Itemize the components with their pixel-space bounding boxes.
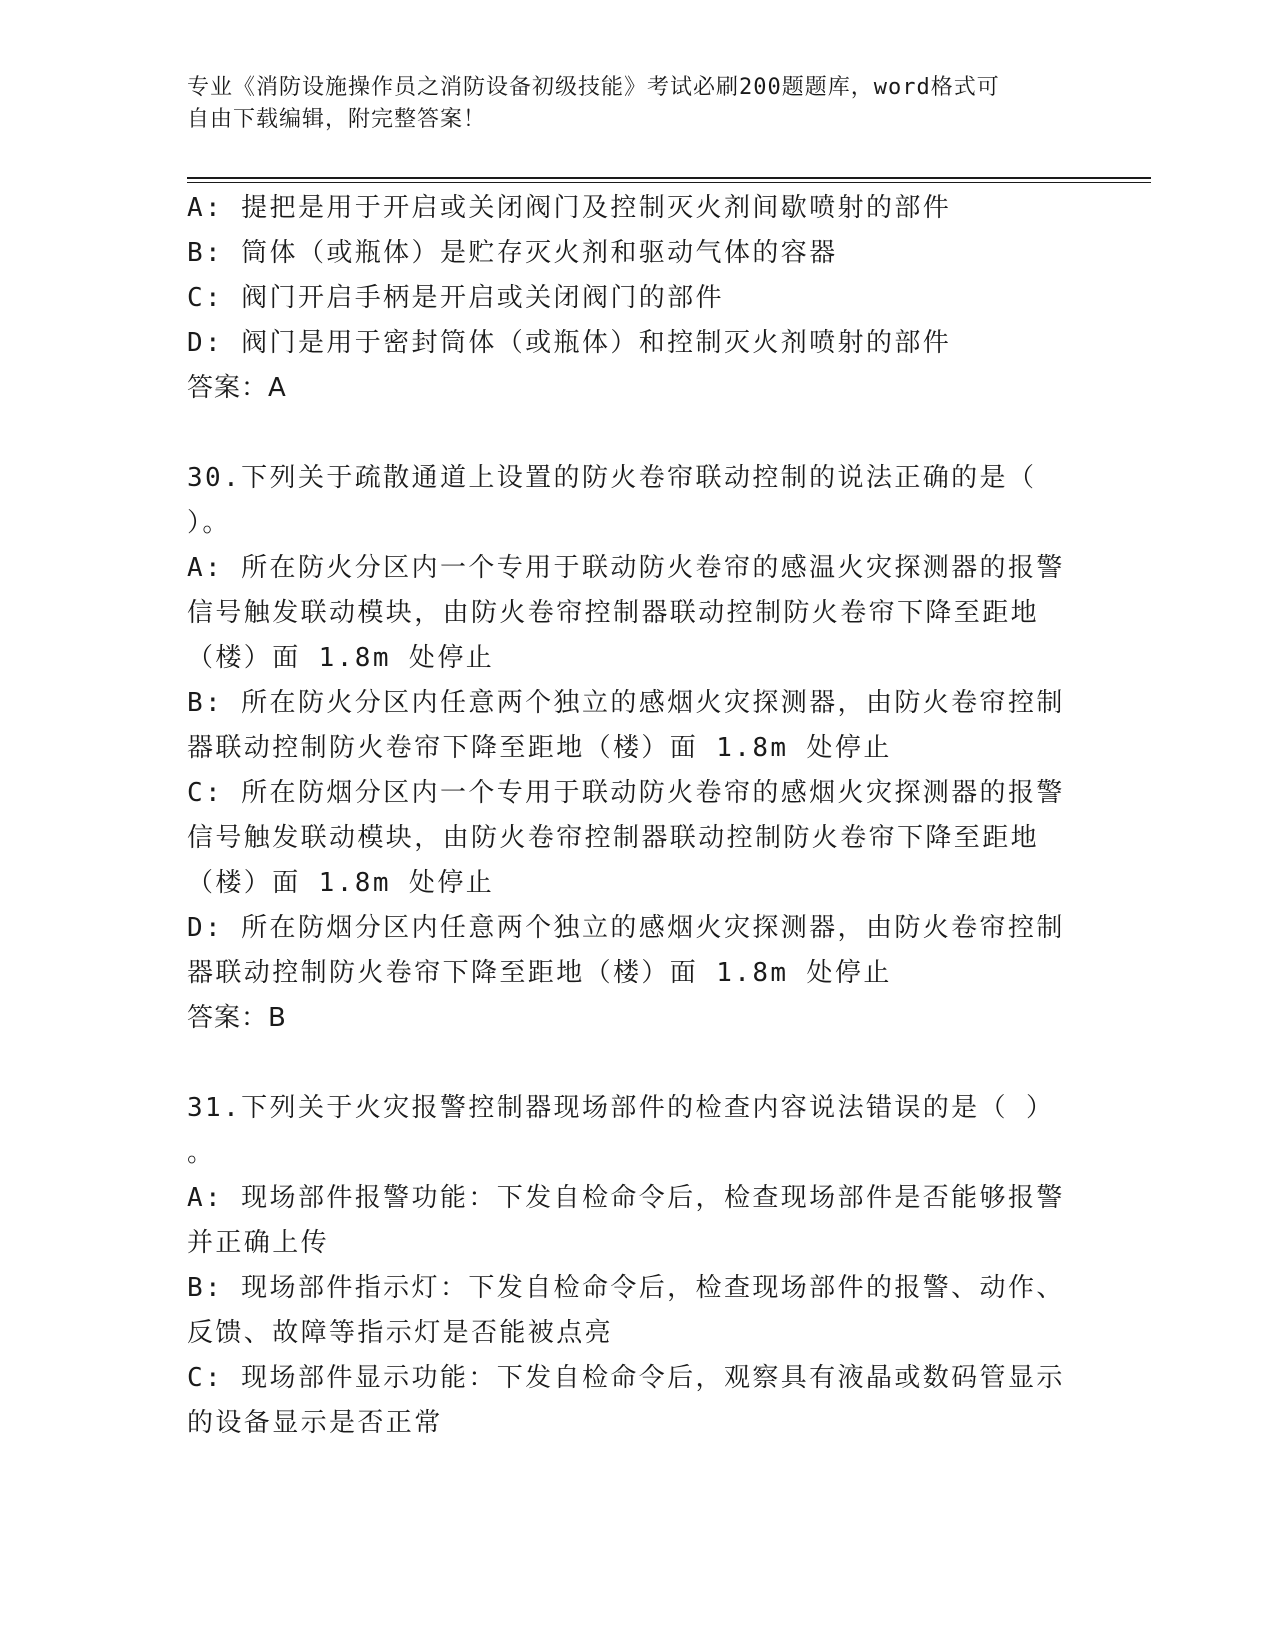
spacer bbox=[187, 1041, 1087, 1086]
header-rule-thick bbox=[187, 177, 1151, 179]
option-a: A: 提把是用于开启或关闭阀门及控制灭火剂间歇喷射的部件 bbox=[187, 193, 952, 223]
option-c: （楼）面 1.8m 处停止 bbox=[187, 868, 495, 898]
option-b: 反馈、故障等指示灯是否能被点亮 bbox=[187, 1318, 614, 1348]
option-c: C: 现场部件显示功能：下发自检命令后，观察具有液晶或数码管显示 bbox=[187, 1363, 1065, 1393]
question-29-options bbox=[187, 186, 1087, 411]
document-header bbox=[187, 72, 1067, 136]
option-d: D: 所在防烟分区内任意两个独立的感烟火灾探测器，由防火卷帘控制 bbox=[187, 913, 1065, 943]
question-stem: ）。 bbox=[187, 508, 231, 538]
question-content bbox=[187, 186, 1087, 1446]
option-b: 器联动控制防火卷帘下降至距地（楼）面 1.8m 处停止 bbox=[187, 733, 892, 763]
question-stem: 30.下列关于疏散通道上设置的防火卷帘联动控制的说法正确的是（ bbox=[187, 463, 1037, 493]
option-b: B: 筒体（或瓶体）是贮存灭火剂和驱动气体的容器 bbox=[187, 238, 838, 268]
option-c: C: 阀门开启手柄是开启或关闭阀门的部件 bbox=[187, 283, 724, 313]
option-c: C: 所在防烟分区内一个专用于联动防火卷帘的感烟火灾探测器的报警 bbox=[187, 778, 1065, 808]
option-a: A: 所在防火分区内一个专用于联动防火卷帘的感温火灾探测器的报警 bbox=[187, 553, 1065, 583]
option-c: 的设备显示是否正常 bbox=[187, 1408, 443, 1438]
option-c: 信号触发联动模块，由防火卷帘控制器联动控制防火卷帘下降至距地 bbox=[187, 823, 1040, 853]
header-line: 自由下载编辑，附完整答案！ bbox=[187, 107, 487, 132]
question-stem: 31.下列关于火灾报警控制器现场部件的检查内容说法错误的是（ ） bbox=[187, 1093, 1055, 1123]
spacer bbox=[187, 411, 1087, 456]
question-30 bbox=[187, 456, 1087, 1041]
header-line: 专业《消防设施操作员之消防设备初级技能》考试必刷200题题库，word格式可 bbox=[187, 75, 1000, 100]
option-a: （楼）面 1.8m 处停止 bbox=[187, 643, 495, 673]
option-d: 器联动控制防火卷帘下降至距地（楼）面 1.8m 处停止 bbox=[187, 958, 892, 988]
answer-line: 答案：B bbox=[187, 1003, 287, 1033]
option-a: 并正确上传 bbox=[187, 1228, 330, 1258]
answer-line: 答案：A bbox=[187, 373, 287, 403]
option-d: D: 阀门是用于密封筒体（或瓶体）和控制灭火剂喷射的部件 bbox=[187, 328, 952, 358]
option-a: A: 现场部件报警功能：下发自检命令后，检查现场部件是否能够报警 bbox=[187, 1183, 1065, 1213]
header-rule-thin bbox=[187, 182, 1151, 183]
question-31 bbox=[187, 1086, 1087, 1446]
question-stem: 。 bbox=[187, 1138, 216, 1168]
option-a: 信号触发联动模块，由防火卷帘控制器联动控制防火卷帘下降至距地 bbox=[187, 598, 1040, 628]
option-b: B: 现场部件指示灯：下发自检命令后，检查现场部件的报警、动作、 bbox=[187, 1273, 1065, 1303]
option-b: B: 所在防火分区内任意两个独立的感烟火灾探测器，由防火卷帘控制 bbox=[187, 688, 1065, 718]
